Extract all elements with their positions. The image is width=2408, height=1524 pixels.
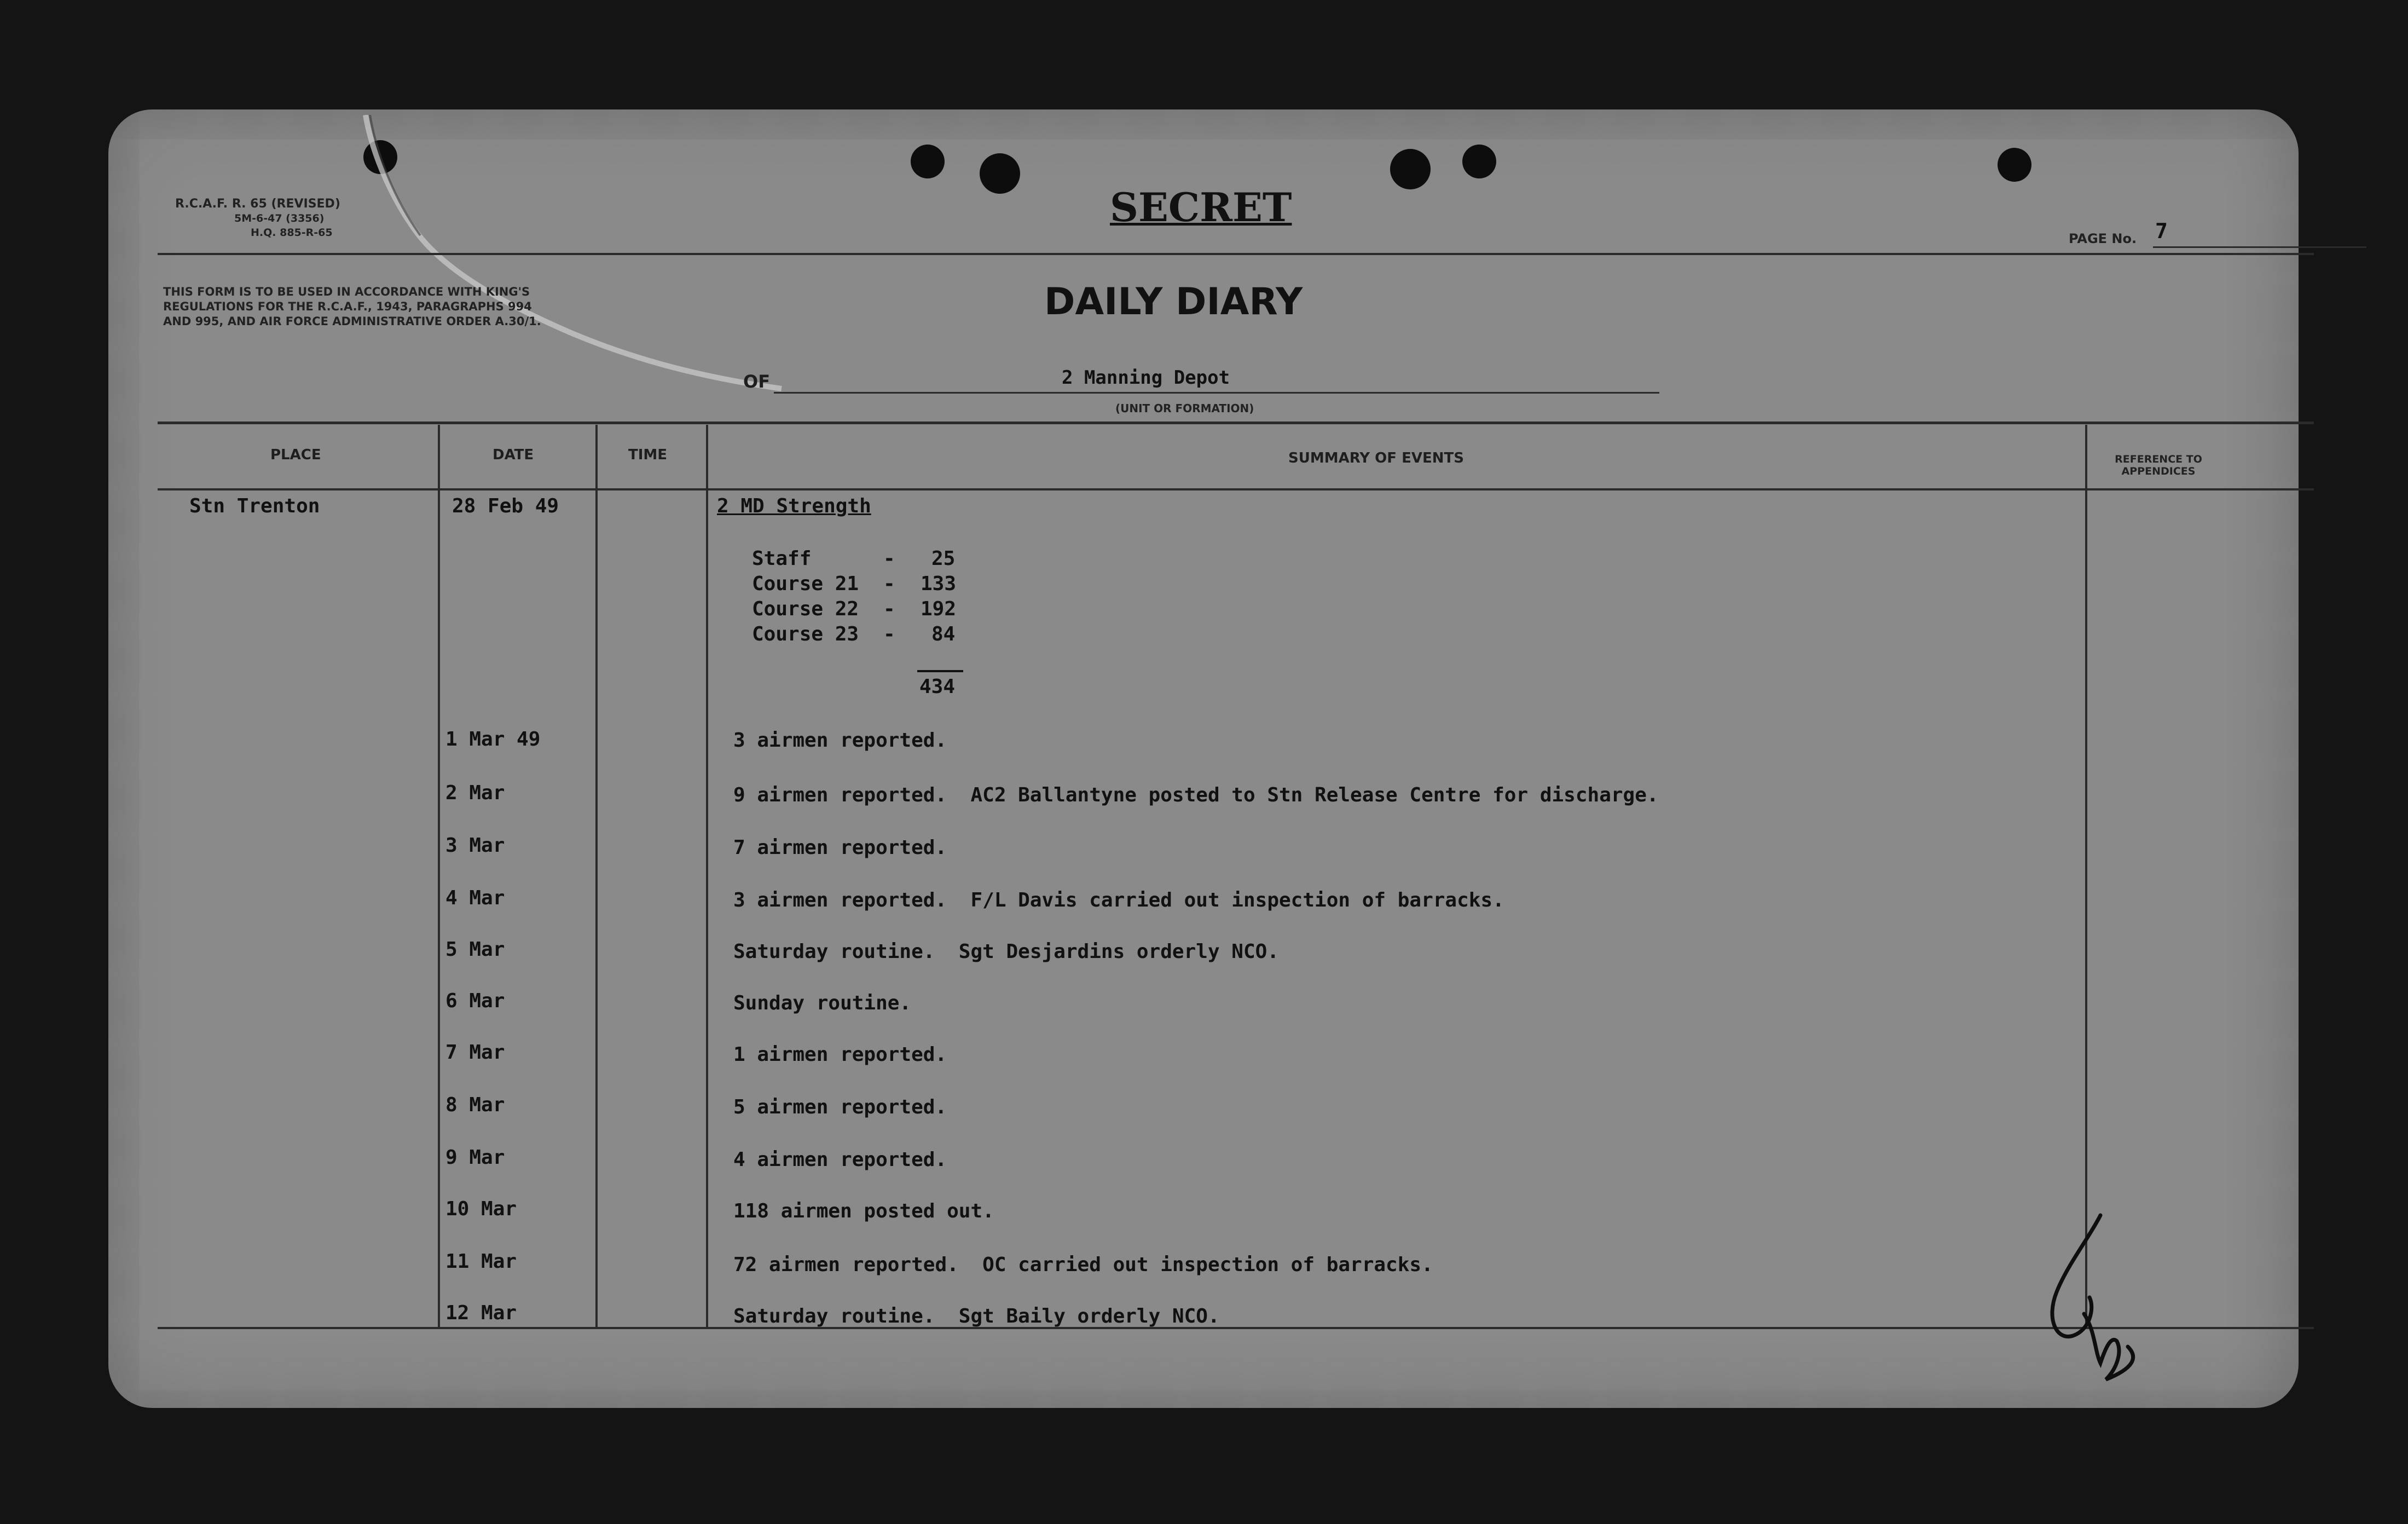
punch-hole — [1998, 148, 2031, 182]
table-header-rule — [158, 488, 2314, 490]
entry-date: 4 Mar — [445, 887, 505, 909]
entry-date: 8 Mar — [445, 1094, 505, 1116]
entry-text: 118 airmen posted out. — [733, 1200, 994, 1222]
entry-text: 72 airmen reported. OC carried out inspection of barracks. — [733, 1254, 1433, 1276]
punch-hole — [980, 153, 1020, 194]
entry-text: 1 airmen reported. — [733, 1043, 947, 1066]
column-header-place: PLACE — [270, 447, 321, 463]
strength-label: Course 22 — [752, 598, 859, 620]
entry-date: 2 Mar — [445, 782, 505, 804]
classification-stamp: SECRET — [1110, 184, 1292, 230]
punch-hole — [911, 145, 945, 178]
column-divider — [2085, 425, 2087, 1328]
entry-date: 1 Mar 49 — [445, 728, 541, 751]
page-number-rule — [2153, 246, 2366, 248]
diary-title: DAILY DIARY — [1044, 280, 1303, 324]
entry-text: 5 airmen reported. — [733, 1096, 947, 1118]
column-header-time: TIME — [628, 447, 668, 463]
table-bottom-rule — [158, 1327, 2314, 1329]
form-code-line: H.Q. 885-R-65 — [251, 227, 333, 239]
entry-text: Saturday routine. Sgt Desjardins orderly NCO. — [733, 940, 1279, 963]
signature-initials — [2035, 1204, 2144, 1390]
strength-date: 28 Feb 49 — [452, 495, 559, 517]
page-label: PAGE No. — [2069, 231, 2137, 246]
table-top-rule — [158, 422, 2314, 424]
entry-text: 9 airmen reported. AC2 Ballantyne posted to Stn Release Centre for discharge. — [733, 784, 1659, 806]
entry-text: 3 airmen reported. — [733, 729, 947, 752]
strength-label: Course 21 — [752, 573, 859, 595]
strength-value: 133 — [921, 573, 957, 595]
unit-caption: (UNIT OR FORMATION) — [1115, 402, 1254, 415]
entry-date: 12 Mar — [445, 1302, 517, 1324]
entry-date: 3 Mar — [445, 834, 505, 857]
entry-text: 3 airmen reported. F/L Davis carried out inspection of barracks. — [733, 889, 1504, 911]
column-header-reference: REFERENCE TO APPENDICES — [2115, 453, 2202, 477]
punch-hole — [1462, 145, 1496, 178]
strength-sep: - — [883, 623, 895, 645]
header-rule — [158, 253, 2314, 255]
column-header-date: DATE — [493, 447, 534, 463]
torn-crease — [355, 115, 792, 400]
strength-label: Course 23 — [752, 623, 859, 645]
strength-total: 434 — [919, 676, 956, 698]
strength-total-rule — [917, 670, 963, 672]
column-divider — [438, 425, 440, 1328]
entry-text: Saturday routine. Sgt Baily orderly NCO. — [733, 1305, 1220, 1327]
column-divider — [595, 425, 598, 1328]
strength-value: 25 — [931, 547, 956, 570]
strength-value: 84 — [931, 623, 956, 645]
entry-date: 7 Mar — [445, 1041, 505, 1064]
entry-text: 7 airmen reported. — [733, 836, 947, 859]
column-divider — [706, 425, 708, 1328]
entry-date: 6 Mar — [445, 990, 505, 1012]
strength-sep: - — [883, 547, 895, 570]
of-label: OF — [743, 371, 771, 392]
form-code-line: R.C.A.F. R. 65 (REVISED) — [175, 197, 340, 211]
place-value: Stn Trenton — [189, 495, 320, 517]
entry-date: 11 Mar — [445, 1250, 517, 1273]
entry-date: 10 Mar — [445, 1198, 517, 1220]
diary-form-sheet — [108, 109, 2299, 1408]
strength-label: Staff — [752, 547, 812, 570]
punch-hole — [1390, 149, 1431, 189]
unit-rule — [774, 392, 1659, 394]
unit-name: 2 Manning Depot — [1062, 367, 1230, 389]
entry-text: Sunday routine. — [733, 992, 912, 1014]
column-header-summary: SUMMARY OF EVENTS — [1288, 450, 1464, 466]
page-number: 7 — [2155, 219, 2168, 243]
strength-sep: - — [883, 598, 895, 620]
entry-date: 5 Mar — [445, 938, 505, 961]
entry-date: 9 Mar — [445, 1146, 505, 1169]
strength-value: 192 — [921, 598, 957, 620]
form-instructions: THIS FORM IS TO BE USED IN ACCORDANCE WITH KING'S REGULATIONS FOR THE R.C.A.F., 1943, PARAGRAPHS 994 AND 995, AND AIR FORCE ADMINISTRATIVE ORDER A.30/1. — [163, 285, 541, 328]
form-code-line: 5M-6-47 (3356) — [234, 212, 325, 224]
entry-text: 4 airmen reported. — [733, 1148, 947, 1171]
strength-heading: 2 MD Strength — [717, 495, 871, 517]
strength-sep: - — [883, 573, 895, 595]
